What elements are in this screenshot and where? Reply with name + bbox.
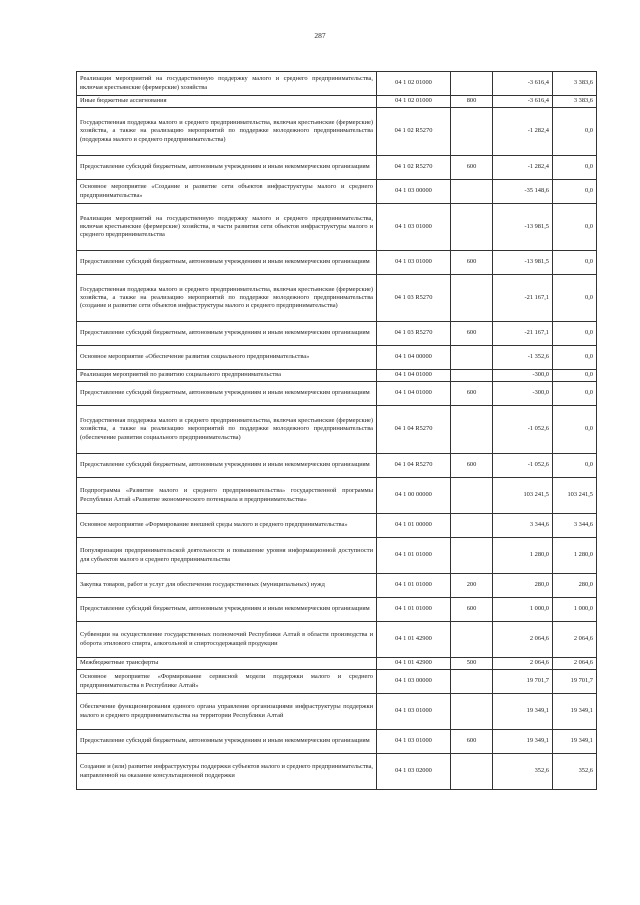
table-row bbox=[77, 658, 597, 670]
row-expense-type: 800 bbox=[451, 96, 493, 108]
row-expense-type bbox=[451, 514, 493, 538]
row-expense-type bbox=[451, 370, 493, 382]
row-value-1: -21 167,1 bbox=[493, 275, 553, 322]
row-expense-type bbox=[451, 538, 493, 574]
row-code: 04 1 00 00000 bbox=[377, 478, 451, 514]
budget-table bbox=[76, 71, 597, 790]
row-value-1: -1 282,4 bbox=[493, 156, 553, 180]
table-row bbox=[77, 598, 597, 622]
table-row bbox=[77, 96, 597, 108]
row-code: 04 1 03 01000 bbox=[377, 251, 451, 275]
row-code: 04 1 03 01000 bbox=[377, 694, 451, 730]
row-value-2: 0,0 bbox=[553, 346, 597, 370]
table-row bbox=[77, 730, 597, 754]
row-value-1: 19 349,1 bbox=[493, 730, 553, 754]
row-description: Субвенции на осуществление государственных полномочий Республики Алтай в области производства и оборота этилового спирта, алкогольной и спиртосодержащей продукции bbox=[77, 622, 377, 658]
row-value-1: -1 052,6 bbox=[493, 454, 553, 478]
row-code: 04 1 04 R5270 bbox=[377, 406, 451, 454]
row-expense-type: 600 bbox=[451, 322, 493, 346]
row-value-2: 19 349,1 bbox=[553, 694, 597, 730]
row-code: 04 1 02 01000 bbox=[377, 96, 451, 108]
row-value-1: 103 241,5 bbox=[493, 478, 553, 514]
row-code: 04 1 04 R5270 bbox=[377, 454, 451, 478]
table-row bbox=[77, 180, 597, 204]
row-value-2: 0,0 bbox=[553, 156, 597, 180]
row-value-2: 3 383,6 bbox=[553, 96, 597, 108]
table-row bbox=[77, 204, 597, 251]
row-description: Реализация мероприятий по развитию социального предпринимательства bbox=[77, 370, 377, 382]
table-row bbox=[77, 108, 597, 156]
row-expense-type: 600 bbox=[451, 251, 493, 275]
row-expense-type: 600 bbox=[451, 598, 493, 622]
row-value-2: 2 064,6 bbox=[553, 658, 597, 670]
row-code: 04 1 01 42900 bbox=[377, 658, 451, 670]
row-value-2: 2 064,6 bbox=[553, 622, 597, 658]
page-number: 287 bbox=[314, 31, 326, 40]
table-row bbox=[77, 275, 597, 322]
row-description: Межбюджетные трансферты bbox=[77, 658, 377, 670]
row-value-2: 19 701,7 bbox=[553, 670, 597, 694]
row-description: Реализация мероприятий на государственную поддержку малого и среднего предпринимательства, включая крестьянские (фермерские) хозяйства bbox=[77, 72, 377, 96]
row-description: Предоставление субсидий бюджетным, автономным учреждениям и иным некоммерческим организациям bbox=[77, 156, 377, 180]
row-value-1: 2 064,6 bbox=[493, 658, 553, 670]
row-value-2: 0,0 bbox=[553, 382, 597, 406]
row-expense-type bbox=[451, 754, 493, 790]
table-row bbox=[77, 754, 597, 790]
row-expense-type: 500 bbox=[451, 658, 493, 670]
row-expense-type bbox=[451, 478, 493, 514]
row-value-1: 280,0 bbox=[493, 574, 553, 598]
row-description: Государственная поддержка малого и среднего предпринимательства, включая крестьянские (фермерские) хозяйства, а также на реализацию мероприятий по поддержке молодежного предпринимательства (поддержка малого и среднего предпринимательства) bbox=[77, 108, 377, 156]
table-row bbox=[77, 478, 597, 514]
row-value-2: 3 383,6 bbox=[553, 72, 597, 96]
row-value-2: 352,6 bbox=[553, 754, 597, 790]
table-row bbox=[77, 514, 597, 538]
row-expense-type bbox=[451, 406, 493, 454]
row-value-2: 0,0 bbox=[553, 370, 597, 382]
row-description: Основное мероприятие «Формирование сервисной модели поддержки малого и среднего предпринимательства в Республике Алтай» bbox=[77, 670, 377, 694]
row-value-1: -21 167,1 bbox=[493, 322, 553, 346]
table-row bbox=[77, 574, 597, 598]
row-code: 04 1 03 02000 bbox=[377, 754, 451, 790]
row-value-1: -300,0 bbox=[493, 370, 553, 382]
row-value-2: 3 344,6 bbox=[553, 514, 597, 538]
row-code: 04 1 04 01000 bbox=[377, 382, 451, 406]
row-code: 04 1 03 R5270 bbox=[377, 322, 451, 346]
row-value-2: 103 241,5 bbox=[553, 478, 597, 514]
row-description: Обеспечение функционирования единого органа управления организациями инфраструктуры поддержки малого и среднего предпринимательства на территории Республики Алтай bbox=[77, 694, 377, 730]
row-value-2: 0,0 bbox=[553, 204, 597, 251]
row-value-1: 3 344,6 bbox=[493, 514, 553, 538]
row-value-2: 1 000,0 bbox=[553, 598, 597, 622]
row-value-1: -1 052,6 bbox=[493, 406, 553, 454]
row-value-1: 19 349,1 bbox=[493, 694, 553, 730]
row-expense-type: 600 bbox=[451, 454, 493, 478]
row-value-1: 352,6 bbox=[493, 754, 553, 790]
row-code: 04 1 02 R5270 bbox=[377, 108, 451, 156]
row-value-2: 19 349,1 bbox=[553, 730, 597, 754]
table-row bbox=[77, 251, 597, 275]
row-description: Предоставление субсидий бюджетным, автономным учреждениям и иным некоммерческим организациям bbox=[77, 382, 377, 406]
row-code: 04 1 01 42900 bbox=[377, 622, 451, 658]
row-expense-type bbox=[451, 670, 493, 694]
row-code: 04 1 03 01000 bbox=[377, 204, 451, 251]
row-value-1: 2 064,6 bbox=[493, 622, 553, 658]
row-description: Предоставление субсидий бюджетным, автономным учреждениям и иным некоммерческим организациям bbox=[77, 598, 377, 622]
row-value-1: -35 148,6 bbox=[493, 180, 553, 204]
row-expense-type: 600 bbox=[451, 156, 493, 180]
table-row bbox=[77, 322, 597, 346]
row-expense-type bbox=[451, 108, 493, 156]
row-description: Подпрограмма «Развитие малого и среднего предпринимательства» государственной программы Республики Алтай «Развитие экономического потенциала и предпринимательства» bbox=[77, 478, 377, 514]
row-description: Предоставление субсидий бюджетным, автономным учреждениям и иным некоммерческим организациям bbox=[77, 454, 377, 478]
row-value-1: -13 981,5 bbox=[493, 251, 553, 275]
row-description: Закупка товаров, работ и услуг для обеспечения государственных (муниципальных) нужд bbox=[77, 574, 377, 598]
row-expense-type bbox=[451, 180, 493, 204]
row-value-2: 0,0 bbox=[553, 275, 597, 322]
row-value-2: 280,0 bbox=[553, 574, 597, 598]
row-description: Иные бюджетные ассигнования bbox=[77, 96, 377, 108]
row-value-2: 0,0 bbox=[553, 406, 597, 454]
row-value-1: 1 280,0 bbox=[493, 538, 553, 574]
row-description: Предоставление субсидий бюджетным, автономным учреждениям и иным некоммерческим организациям bbox=[77, 730, 377, 754]
row-expense-type bbox=[451, 346, 493, 370]
row-value-1: -3 616,4 bbox=[493, 96, 553, 108]
row-expense-type bbox=[451, 72, 493, 96]
row-value-2: 1 280,0 bbox=[553, 538, 597, 574]
row-expense-type: 200 bbox=[451, 574, 493, 598]
row-value-2: 0,0 bbox=[553, 322, 597, 346]
row-code: 04 1 03 R5270 bbox=[377, 275, 451, 322]
row-code: 04 1 03 00000 bbox=[377, 670, 451, 694]
row-description: Реализация мероприятий на государственную поддержку малого и среднего предпринимательства, включая крестьянские (фермерские) хозяйства, в части развития сети объектов инфраструктуры малого и среднего предпринимательства bbox=[77, 204, 377, 251]
row-description: Государственная поддержка малого и среднего предпринимательства, включая крестьянские (фермерские) хозяйства, а также на реализацию мероприятий по поддержке молодежного предпринимательства (обеспечение развития социального предпринимательства) bbox=[77, 406, 377, 454]
table-row bbox=[77, 370, 597, 382]
table-row bbox=[77, 622, 597, 658]
table-row bbox=[77, 406, 597, 454]
row-value-1: -300,0 bbox=[493, 382, 553, 406]
row-description: Государственная поддержка малого и среднего предпринимательства, включая крестьянские (фермерские) хозяйства, а также на реализацию мероприятий по поддержке молодежного предпринимательства (создание и развитие сети объектов инфраструктуры малого и среднего предпринимательства) bbox=[77, 275, 377, 322]
table-row bbox=[77, 156, 597, 180]
row-expense-type: 600 bbox=[451, 382, 493, 406]
row-value-2: 0,0 bbox=[553, 108, 597, 156]
table-row bbox=[77, 382, 597, 406]
row-expense-type bbox=[451, 275, 493, 322]
row-code: 04 1 01 01000 bbox=[377, 574, 451, 598]
row-value-2: 0,0 bbox=[553, 454, 597, 478]
row-code: 04 1 03 00000 bbox=[377, 180, 451, 204]
row-code: 04 1 01 01000 bbox=[377, 598, 451, 622]
row-code: 04 1 03 01000 bbox=[377, 730, 451, 754]
row-expense-type: 600 bbox=[451, 730, 493, 754]
row-value-1: -13 981,5 bbox=[493, 204, 553, 251]
row-code: 04 1 04 01000 bbox=[377, 370, 451, 382]
row-description: Предоставление субсидий бюджетным, автономным учреждениям и иным некоммерческим организациям bbox=[77, 251, 377, 275]
table-row bbox=[77, 670, 597, 694]
row-description: Основное мероприятие «Создание и развитие сети объектов инфраструктуры малого и среднего предпринимательства» bbox=[77, 180, 377, 204]
row-description: Основное мероприятие «Формирование внешней среды малого и среднего предпринимательства» bbox=[77, 514, 377, 538]
row-description: Предоставление субсидий бюджетным, автономным учреждениям и иным некоммерческим организациям bbox=[77, 322, 377, 346]
row-code: 04 1 01 01000 bbox=[377, 538, 451, 574]
row-value-1: -1 282,4 bbox=[493, 108, 553, 156]
row-expense-type bbox=[451, 204, 493, 251]
row-expense-type bbox=[451, 622, 493, 658]
table-row bbox=[77, 346, 597, 370]
row-code: 04 1 02 01000 bbox=[377, 72, 451, 96]
row-value-1: -3 616,4 bbox=[493, 72, 553, 96]
row-code: 04 1 02 R5270 bbox=[377, 156, 451, 180]
row-value-2: 0,0 bbox=[553, 251, 597, 275]
table-row bbox=[77, 72, 597, 96]
row-expense-type bbox=[451, 694, 493, 730]
row-code: 04 1 01 00000 bbox=[377, 514, 451, 538]
budget-table-body bbox=[77, 72, 597, 790]
row-description: Основное мероприятие «Обеспечение развития социального предпринимательства» bbox=[77, 346, 377, 370]
row-code: 04 1 04 00000 bbox=[377, 346, 451, 370]
row-value-1: 1 000,0 bbox=[493, 598, 553, 622]
table-row bbox=[77, 454, 597, 478]
row-value-1: -1 352,6 bbox=[493, 346, 553, 370]
row-value-2: 0,0 bbox=[553, 180, 597, 204]
table-row bbox=[77, 538, 597, 574]
table-row bbox=[77, 694, 597, 730]
row-description: Популяризация предпринимательской деятельности и повышение уровня информационной доступности для субъектов малого и среднего предпринимательства bbox=[77, 538, 377, 574]
row-description: Создание и (или) развитие инфраструктуры поддержки субъектов малого и среднего предпринимательства, направленной на оказание консультационной поддержки bbox=[77, 754, 377, 790]
row-value-1: 19 701,7 bbox=[493, 670, 553, 694]
